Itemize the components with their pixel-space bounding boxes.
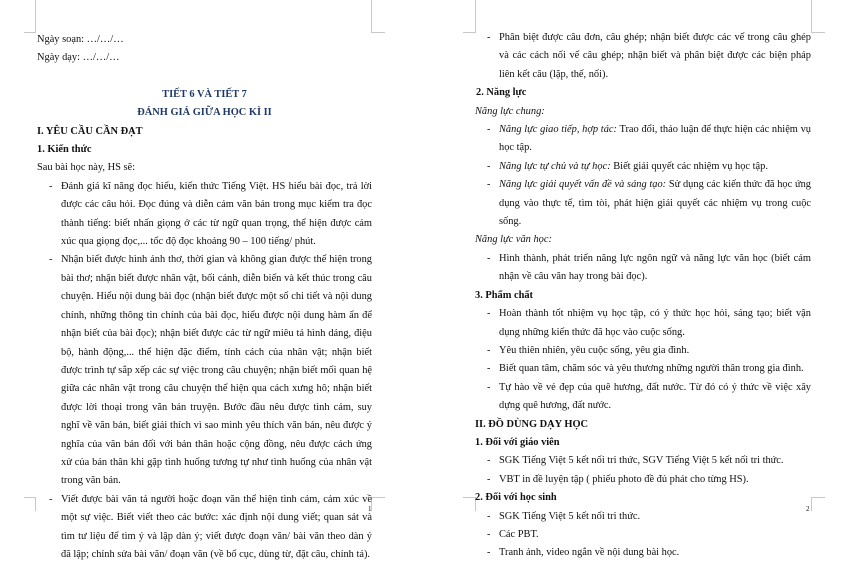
crop-mark-top-right [811,0,812,33]
crop-mark-bottom-left [35,497,36,511]
list-item: - Năng lực giải quyết vấn đề và sáng tạo: Sử dụng các kiến thức đã học ứng dụng vào thực tế, tìm tòi, phát hiện giải quyết các nhiệm vụ trong cuộc sống. [475,176,811,231]
subsection-heading-teacher: 1. Đối với giáo viên [475,436,560,448]
bullet-dash: - [487,160,491,172]
bullet-dash: - [487,528,491,540]
page-number: 1 [368,505,372,513]
general-competency-label: Năng lực chung: [475,105,545,117]
list-item: - Năng lực tự chủ và tự học: Biết giải quyết các nhiệm vụ học tập. [475,158,811,176]
document-page-1 [0,0,425,560]
bullet-dash: - [487,547,491,559]
list-item: - Viết được bài văn tả người hoặc đoạn văn thể hiện tình cảm, cảm xúc về một sự việc. Biết viết theo các bước: xác định nội dung viết; quan sát và tìm tư liệu để tìm ý và lập dàn ý; viết được đoạn văn/ bài văn theo dàn ý đã lập; chỉnh sửa bài văn/ đoạn văn (về bố cục, dùng từ, đặt câu, chính tả). [37,491,372,564]
bullet-dash: - [487,473,491,485]
list-item: - Yêu thiên nhiên, yêu cuộc sống, yêu gia đình. [475,342,811,360]
bullet-dash: - [487,510,491,522]
list-item: - Hình thành, phát triển năng lực ngôn ngữ và năng lực văn học (biết cảm nhận về câu văn hay trong bài đọc). [475,250,811,287]
crop-mark-top-left-h [24,32,36,33]
list-item: - Nhận biết được hình ảnh thơ, thời gian và không gian được thể hiện trong bài thơ; nhận biết được nhân vật, bối cảnh, diễn biến và kết thúc trong câu chuyện. Hiểu nội dung bài đọc (nhận biết được một số chi tiết và nội dung chính, những thông tin chính của bài đọc, hiểu được nội dung hàm ẩn để nhận biết của bài đọc); nhận biết được các từ ngữ miêu tả hình dáng, điệu bộ, hành động,... thể hiện đặc điểm, tính cách của nhân vật; nhận biết được trình tự sắp xếp các sự việc trong câu chuyện; nhận biết mối quan hệ giữa các nhân vật trong câu chuyện thể hiện qua cách xưng hô; nhận biết được lời thoại trong văn bản truyện. Bước đầu nêu được tình cảm, suy nghĩ về văn bản, biết giải thích vì sao mình yêu thích văn bản, nêu được ý nghĩa của văn bản đối với bản thân hoặc cộng đồng, nêu được cách ứng xử của bản thân khi gặp tình huống tương tự như tình huống của nhân vật trong văn bản. [37,251,372,490]
bullet-dash: - [487,252,491,264]
crop-mark-top-left [35,0,36,33]
bullet-dash: - [487,381,491,393]
bullet-dash: - [487,124,491,136]
crop-mark-top-right [371,0,372,33]
page-2-body [475,29,811,563]
list-item: - SGK Tiếng Việt 5 kết nối tri thức. [475,508,811,526]
literary-competency-label: Năng lực văn học: [475,234,552,246]
crop-mark-top-right-h [371,32,385,33]
bullet-dash: - [487,344,491,356]
list-item: - Phân biệt được câu đơn, câu ghép; nhận biết được các vế trong câu ghép và các cách nối vế câu ghép; nhận biết và phân biệt được các biện pháp liên kết câu (lặp, thế, nối). [475,29,811,84]
list-item: - Biết quan tâm, chăm sóc và yêu thương những người thân trong gia đình. [475,360,811,378]
subsection-heading-competency: 2. Năng lực [476,87,527,99]
list-item: - Các PBT. [475,526,811,544]
crop-mark-bottom-right-h [811,497,825,498]
date-taught: Ngày dạy: …/…/… [37,52,120,64]
list-item: - Năng lực giao tiếp, hợp tác: Trao đổi, thảo luận để thực hiện các nhiệm vụ học tập. [475,121,811,158]
bullet-dash: - [487,179,491,191]
lesson-subtitle: ĐÁNH GIÁ GIỮA HỌC KÌ II [137,107,272,119]
crop-mark-top-right-h [811,32,825,33]
crop-mark-bottom-right [811,497,812,511]
list-item: - Hoàn thành tốt nhiệm vụ học tập, có ý thức học hỏi, sáng tạo; biết vận dụng những kiến thức đã học vào cuộc sống. [475,305,811,342]
section-heading-materials: II. ĐỒ DÙNG DẠY HỌC [475,418,589,430]
subsection-heading-knowledge: 1. Kiến thức [37,144,92,156]
section-heading-requirements: I. YÊU CẦU CẦN ĐẠT [37,125,143,137]
intro-text: Sau bài học này, HS sẽ: [37,162,136,174]
list-item: - Đánh giá kĩ năng đọc hiểu, kiến thức Tiếng Việt. HS hiểu bài đọc, trả lời được các câu hỏi. Đọc đúng và diễn cảm văn bản trong mục kiểm tra đọc thành tiếng: biết nhấn giọng ở các từ ngữ quan trọng, thể hiện được cảm xúc qua giọng đọc,... tốc độ đọc khoảng 90 – 100 tiếng/ phút. [37,178,372,252]
list-item: - SGK Tiếng Việt 5 kết nối tri thức, SGV Tiếng Việt 5 kết nối tri thức. [475,452,811,470]
crop-mark-bottom-right-h [371,497,385,498]
bullet-dash: - [487,32,491,43]
bullet-dash: - [487,455,491,467]
bullet-dash: - [49,493,53,505]
date-prepared: Ngày soạn: …/…/… [37,34,124,45]
document-page-2 [425,0,851,559]
bullet-dash: - [49,180,53,192]
subsection-heading-qualities: 3. Phẩm chất [475,289,534,301]
bullet-dash: - [487,363,491,375]
bullet-dash: - [487,308,491,320]
page-1-body [37,31,372,564]
subsection-heading-student: 2. Đối với học sinh [475,492,557,504]
list-item: - Tranh ảnh, video ngắn về nội dung bài học. [475,544,811,562]
bullet-dash: - [49,254,53,266]
list-item: - Tự hào về vẻ đẹp của quê hương, đất nước. Từ đó có ý thức về việc xây dựng quê hương, đất nước. [475,379,811,416]
list-item: - VBT in đề luyện tập ( phiếu photo đề đủ phát cho từng HS). [475,471,811,489]
lesson-title: TIẾT 6 VÀ TIẾT 7 [162,88,247,100]
page-number: 2 [806,505,810,513]
